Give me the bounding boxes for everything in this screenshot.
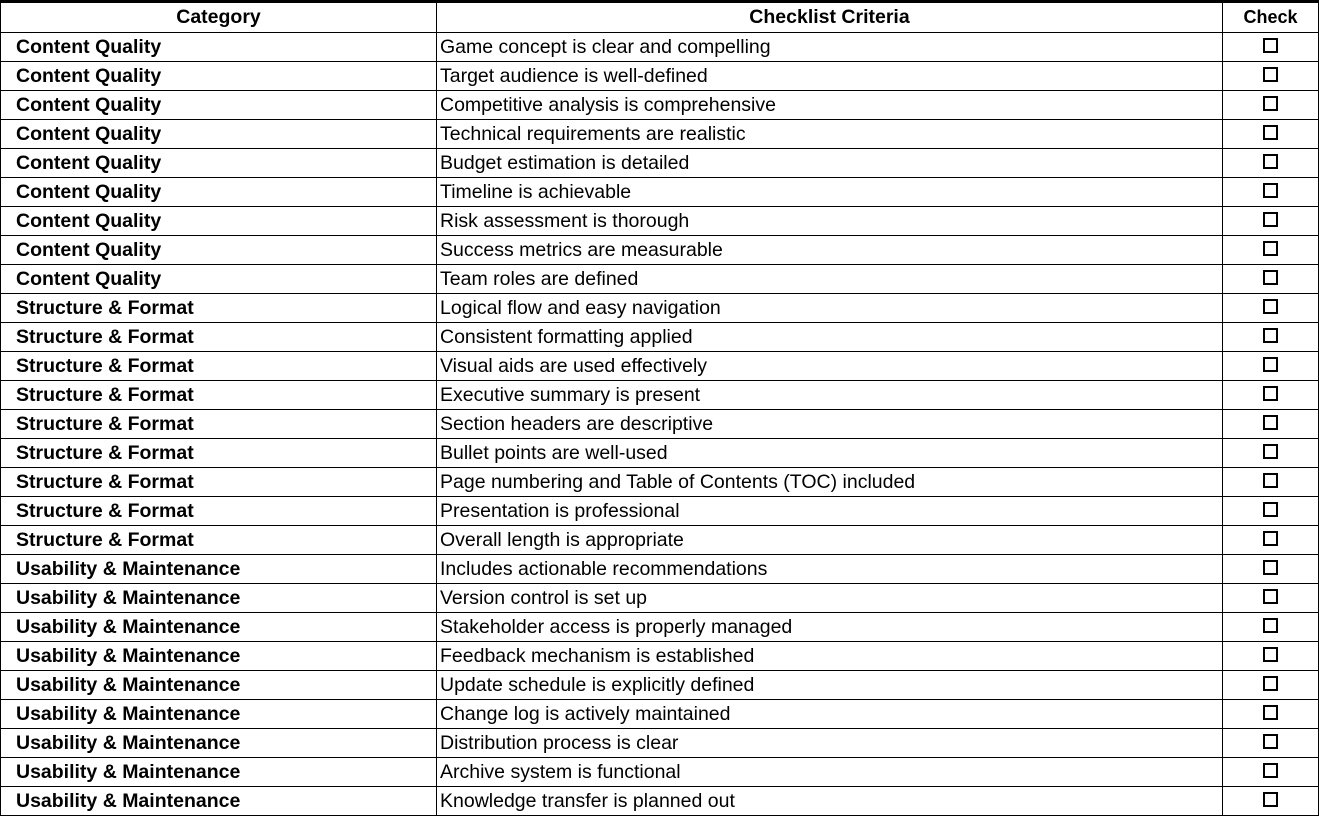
row-check-cell [1223,264,1319,293]
row-category: Structure & Format [1,409,437,438]
checkbox[interactable] [1263,386,1278,401]
row-criteria: Budget estimation is detailed [437,148,1223,177]
checkbox[interactable] [1263,618,1278,633]
checkbox[interactable] [1263,212,1278,227]
row-category: Usability & Maintenance [1,583,437,612]
row-category: Structure & Format [1,496,437,525]
row-criteria: Executive summary is present [437,380,1223,409]
row-category: Content Quality [1,235,437,264]
row-criteria: Page numbering and Table of Contents (TOC) included [437,467,1223,496]
row-check-cell [1223,786,1319,815]
row-criteria: Version control is set up [437,583,1223,612]
row-category: Content Quality [1,206,437,235]
row-check-cell [1223,525,1319,554]
row-criteria: Target audience is well-defined [437,61,1223,90]
checkbox[interactable] [1263,473,1278,488]
row-criteria: Includes actionable recommendations [437,554,1223,583]
table-row [1,177,1319,206]
checkbox[interactable] [1263,792,1278,807]
row-category: Structure & Format [1,525,437,554]
row-category: Content Quality [1,177,437,206]
row-category: Content Quality [1,90,437,119]
row-criteria: Overall length is appropriate [437,525,1223,554]
table-row [1,670,1319,699]
table-row [1,293,1319,322]
table-row [1,699,1319,728]
row-category: Usability & Maintenance [1,757,437,786]
table-row [1,786,1319,815]
checkbox[interactable] [1263,705,1278,720]
checkbox[interactable] [1263,357,1278,372]
checkbox[interactable] [1263,647,1278,662]
row-criteria: Logical flow and easy navigation [437,293,1223,322]
row-criteria: Technical requirements are realistic [437,119,1223,148]
table-row [1,554,1319,583]
row-category: Content Quality [1,119,437,148]
checkbox[interactable] [1263,241,1278,256]
row-category: Usability & Maintenance [1,728,437,757]
table-row [1,32,1319,61]
table-row [1,90,1319,119]
row-check-cell [1223,467,1319,496]
row-criteria: Competitive analysis is comprehensive [437,90,1223,119]
row-check-cell [1223,496,1319,525]
row-criteria: Change log is actively maintained [437,699,1223,728]
table-row [1,235,1319,264]
table-row [1,351,1319,380]
table-row [1,583,1319,612]
row-criteria: Presentation is professional [437,496,1223,525]
table-row [1,119,1319,148]
checkbox[interactable] [1263,270,1278,285]
table-row [1,467,1319,496]
checkbox[interactable] [1263,502,1278,517]
row-criteria: Visual aids are used effectively [437,351,1223,380]
checkbox[interactable] [1263,67,1278,82]
table-row [1,264,1319,293]
row-category: Structure & Format [1,293,437,322]
row-category: Content Quality [1,148,437,177]
checkbox[interactable] [1263,154,1278,169]
table-row [1,409,1319,438]
checkbox[interactable] [1263,125,1278,140]
row-check-cell [1223,235,1319,264]
header-category: Category [1,3,437,32]
table-row [1,525,1319,554]
row-criteria: Risk assessment is thorough [437,206,1223,235]
row-category: Structure & Format [1,322,437,351]
table-row [1,728,1319,757]
row-check-cell [1223,380,1319,409]
row-check-cell [1223,322,1319,351]
row-criteria: Consistent formatting applied [437,322,1223,351]
row-check-cell [1223,438,1319,467]
checkbox[interactable] [1263,96,1278,111]
row-check-cell [1223,409,1319,438]
row-category: Content Quality [1,32,437,61]
table-row [1,641,1319,670]
row-check-cell [1223,148,1319,177]
row-criteria: Team roles are defined [437,264,1223,293]
row-category: Structure & Format [1,467,437,496]
row-check-cell [1223,61,1319,90]
row-criteria: Stakeholder access is properly managed [437,612,1223,641]
table-row [1,438,1319,467]
row-category: Structure & Format [1,438,437,467]
checklist-table [0,3,1319,816]
row-check-cell [1223,177,1319,206]
checkbox[interactable] [1263,183,1278,198]
row-check-cell [1223,32,1319,61]
row-criteria: Feedback mechanism is established [437,641,1223,670]
table-row [1,61,1319,90]
row-criteria: Archive system is functional [437,757,1223,786]
row-check-cell [1223,583,1319,612]
checkbox[interactable] [1263,531,1278,546]
checkbox[interactable] [1263,415,1278,430]
row-category: Usability & Maintenance [1,699,437,728]
table-row [1,757,1319,786]
row-check-cell [1223,699,1319,728]
row-criteria: Game concept is clear and compelling [437,32,1223,61]
table-row [1,322,1319,351]
header-criteria: Checklist Criteria [437,3,1223,32]
checkbox[interactable] [1263,734,1278,749]
row-check-cell [1223,612,1319,641]
checkbox[interactable] [1263,328,1278,343]
table-row [1,496,1319,525]
checkbox[interactable] [1263,38,1278,53]
checkbox[interactable] [1263,763,1278,778]
checklist-body [1,32,1319,815]
row-criteria: Bullet points are well-used [437,438,1223,467]
row-criteria: Knowledge transfer is planned out [437,786,1223,815]
table-row [1,148,1319,177]
row-criteria: Timeline is achievable [437,177,1223,206]
checkbox[interactable] [1263,589,1278,604]
checkbox[interactable] [1263,444,1278,459]
checkbox[interactable] [1263,299,1278,314]
table-row [1,206,1319,235]
row-check-cell [1223,728,1319,757]
row-criteria: Distribution process is clear [437,728,1223,757]
row-criteria: Update schedule is explicitly defined [437,670,1223,699]
header-check: Check [1223,3,1319,32]
row-check-cell [1223,351,1319,380]
row-criteria: Success metrics are measurable [437,235,1223,264]
table-row [1,612,1319,641]
row-category: Usability & Maintenance [1,670,437,699]
row-check-cell [1223,757,1319,786]
row-category: Content Quality [1,61,437,90]
row-criteria: Section headers are descriptive [437,409,1223,438]
row-check-cell [1223,206,1319,235]
row-category: Structure & Format [1,380,437,409]
row-check-cell [1223,641,1319,670]
checklist-header [1,3,1319,32]
table-row [1,380,1319,409]
row-category: Usability & Maintenance [1,641,437,670]
row-check-cell [1223,90,1319,119]
row-check-cell [1223,554,1319,583]
row-category: Usability & Maintenance [1,554,437,583]
row-category: Content Quality [1,264,437,293]
row-category: Usability & Maintenance [1,612,437,641]
row-check-cell [1223,293,1319,322]
row-category: Structure & Format [1,351,437,380]
header-row [1,3,1319,32]
row-check-cell [1223,119,1319,148]
checkbox[interactable] [1263,676,1278,691]
row-check-cell [1223,670,1319,699]
row-category: Usability & Maintenance [1,786,437,815]
checkbox[interactable] [1263,560,1278,575]
